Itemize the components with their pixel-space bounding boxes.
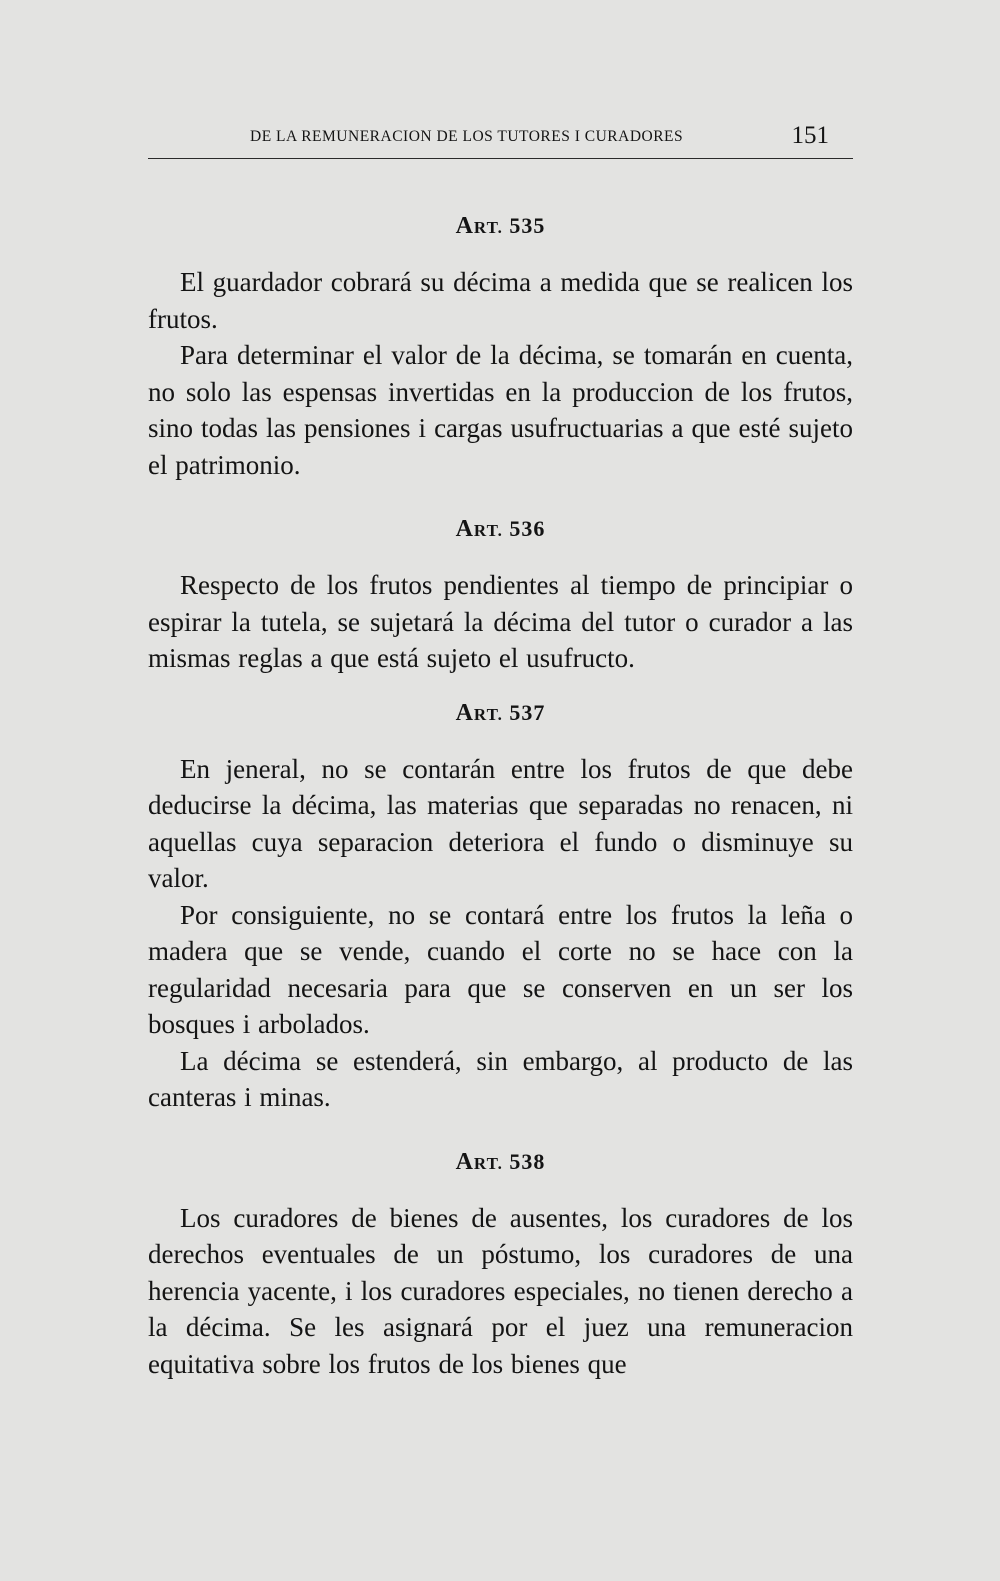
article-label-rest: RT. <box>473 704 503 724</box>
article-label-initial: A <box>455 213 474 239</box>
article-paragraph: Respecto de los frutos pendientes al tiempo de principiar o espirar la tutela, se sujetará la décima del tutor o curador a las mismas reglas a que está sujeto el usufructo. <box>148 570 853 673</box>
article-label-initial: A <box>455 1148 474 1175</box>
article-label-initial: A <box>455 516 474 542</box>
article-number: 537 <box>509 699 546 725</box>
article-paragraph: Por consiguiente, no se contará entre los frutos la leña o madera que se vende, cuando el corte no se hace con la regularidad necesaria para que se conserven en un ser los bosques i arbolados. <box>148 899 853 1039</box>
article-paragraph: En jeneral, no se contarán entre los frutos de que debe deducirse la décima, las materias que separadas no renacen, ni aquellas cuya separacion deteriora el fundo o disminuye su valor. <box>148 753 853 893</box>
page-body <box>148 208 853 1400</box>
article-number: 538 <box>509 1148 546 1174</box>
article-number: 536 <box>509 516 546 541</box>
article-label-initial: A <box>455 699 474 726</box>
article-537 <box>148 695 853 1116</box>
article-535 <box>148 208 853 483</box>
article-536 <box>148 511 853 677</box>
article-paragraph: El guardador cobrará su décima a medida que se realicen los frutos. <box>148 267 853 334</box>
running-title: DE LA REMUNERACION DE LOS TUTORES I CURADORES <box>250 128 684 145</box>
article-paragraph: Para determinar el valor de la décima, se tomarán en cuenta, no solo las espensas invertidas en la produccion de los frutos, sino todas las pensiones i cargas usufructuarias a que esté sujeto el patrimonio. <box>148 340 853 480</box>
article-paragraph: La décima se estenderá, sin embargo, al producto de las canteras i minas. <box>148 1045 853 1112</box>
article-heading <box>148 1144 853 1200</box>
article-538 <box>148 1144 853 1383</box>
article-paragraph: Los curadores de bienes de ausentes, los curadores de los derechos eventuales de un póstumo, los curadores de una herencia yacente, i los curadores especiales, no tienen derecho a la décima. Se les asignará por el juez una remuneracion equitativa sobre los frutos de los bienes que <box>148 1202 853 1379</box>
article-heading <box>148 695 853 751</box>
page-number: 151 <box>791 122 829 149</box>
article-label-rest: RT. <box>473 1153 503 1173</box>
article-heading <box>148 511 853 567</box>
article-label-rest: RT. <box>473 521 503 540</box>
article-heading <box>148 208 853 264</box>
article-label-rest: RT. <box>473 218 503 237</box>
running-header <box>148 122 853 159</box>
article-number: 535 <box>509 213 546 238</box>
